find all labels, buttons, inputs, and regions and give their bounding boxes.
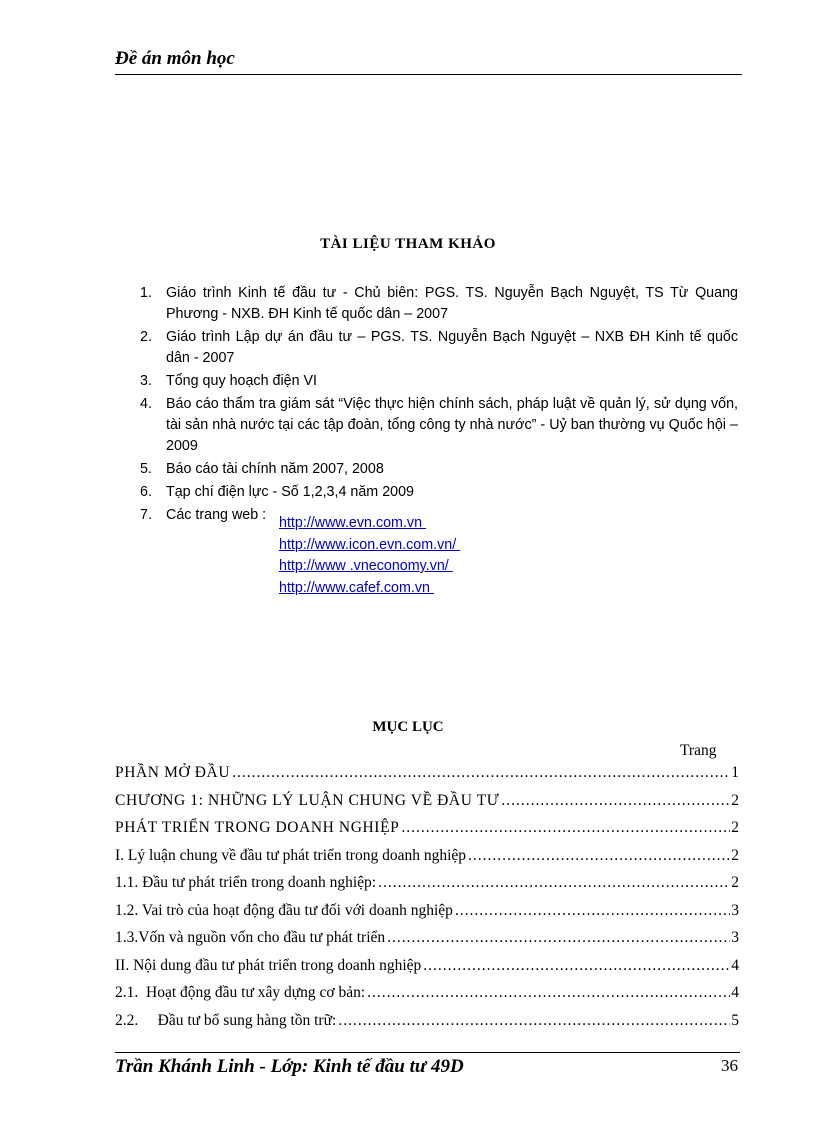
toc-leader-dots [423, 957, 730, 975]
toc-entry-label: 1.3.Vốn và nguồn vốn cho đầu tư phát triển [115, 929, 386, 946]
reference-item [140, 459, 738, 480]
reference-item [140, 327, 738, 369]
toc-leader-dots [387, 929, 730, 947]
toc-entry-label: PHÁT TRIỂN TRONG DOANH NGHIỆP [115, 819, 400, 836]
link-icon-evn[interactable]: http://www.icon.evn.com.vn/ [279, 536, 461, 553]
toc-entry-page: 2 [731, 819, 739, 836]
toc-entry[interactable] [115, 902, 739, 930]
toc-entry-label: 2.2. Đầu tư bổ sung hàng tồn trữ: [115, 1011, 337, 1029]
reference-text: Tạp chí điện lực - Số 1,2,3,4 năm 2009 [166, 484, 414, 500]
toc-entry-label: 1.2. Vai trò của hoạt động đầu tư đối với doanh nghiệp [115, 901, 453, 919]
references-title: TÀI LIỆU THAM KHẢO [320, 236, 496, 252]
link-evn[interactable]: http://www.evn.com.vn [279, 515, 426, 531]
reference-number: 2. [140, 329, 152, 345]
page-header [115, 48, 742, 75]
reference-number: 3. [140, 373, 152, 389]
toc-entry[interactable] [115, 984, 739, 1012]
toc-entry-page: 2 [731, 791, 739, 809]
toc-entry-label: II. Nội dung đầu tư phát triển trong doanh nghiệp [115, 956, 422, 974]
toc-entry[interactable] [115, 764, 739, 792]
toc-entry[interactable] [115, 792, 739, 820]
toc-entry[interactable] [115, 957, 739, 985]
toc-leader-dots [367, 984, 730, 1002]
reference-text: Tổng quy hoạch điện VI [166, 373, 318, 389]
reference-number: 5. [140, 461, 152, 477]
toc-entry-label: PHẦN MỞ ĐẦU [115, 764, 231, 781]
toc-entry[interactable] [115, 874, 739, 902]
reference-item [140, 482, 738, 503]
reference-text: Giáo trình Kinh tế đầu tư - Chủ biên: PGS. TS. Nguyễn Bạch Nguyệt, TS Từ Quang Phương - NXB. ĐH Kinh tế quốc dân – 2007 [166, 285, 738, 322]
header-title: Đề án môn học [115, 48, 235, 69]
toc-entry-label: 2.1. Hoạt động đầu tư xây dựng cơ bản: [115, 984, 366, 1001]
reference-number: 1. [140, 285, 152, 301]
table-of-contents [115, 764, 739, 1039]
reference-item [140, 371, 738, 392]
toc-leader-dots [232, 764, 730, 782]
toc-leader-dots [501, 792, 730, 810]
reference-text: Các trang web : [166, 507, 271, 523]
reference-number: 4. [140, 396, 152, 412]
reference-text: Giáo trình Lập dự án đầu tư – PGS. TS. Nguyễn Bạch Nguyệt – NXB ĐH Kinh tế quốc dân - 2007 [166, 329, 738, 366]
toc-entry-label: I. Lý luận chung về đầu tư phát triển trong doanh nghiệp [115, 846, 467, 864]
toc-entry-label: CHƯƠNG 1: NHỮNG LÝ LUẬN CHUNG VỀ ĐẦU TƯ [115, 791, 500, 809]
toc-entry-page: 4 [731, 956, 739, 974]
toc-entry-page: 4 [731, 984, 739, 1001]
toc-page-header: Trang [680, 742, 717, 759]
toc-entry-page: 5 [731, 1011, 739, 1029]
website-links [279, 513, 460, 599]
toc-leader-dots [401, 819, 730, 837]
reference-item [140, 394, 738, 457]
reference-text: Báo cáo tài chính năm 2007, 2008 [166, 461, 384, 477]
link-cafef[interactable]: http://www.cafef.com.vn [279, 579, 434, 596]
toc-entry-page: 3 [731, 901, 739, 919]
toc-leader-dots [338, 1012, 730, 1030]
toc-entry-page: 2 [731, 874, 739, 891]
toc-entry[interactable] [115, 1012, 739, 1040]
toc-entry[interactable] [115, 847, 739, 875]
toc-entry[interactable] [115, 819, 739, 847]
toc-leader-dots [468, 847, 730, 865]
reference-text: Báo cáo thẩm tra giám sát “Việc thực hiện chính sách, pháp luật về quản lý, sử dụng vốn, tài sản nhà nước tại các tập đoàn, tổng công ty nhà nước” - Uỷ ban thường vụ Quốc hội – 2009 [166, 396, 738, 454]
reference-item [140, 283, 738, 325]
reference-number: 6. [140, 484, 152, 500]
toc-entry[interactable] [115, 929, 739, 957]
toc-entry-page: 2 [731, 846, 739, 864]
footer-author: Trần Khánh Linh - Lớp: Kinh tế đầu tư 49D [115, 1056, 464, 1077]
toc-leader-dots [455, 902, 730, 920]
reference-number: 7. [140, 507, 152, 523]
toc-entry-page: 1 [731, 764, 739, 781]
toc-entry-page: 3 [731, 929, 739, 946]
toc-entry-label: 1.1. Đầu tư phát triển trong doanh nghiệp: [115, 874, 377, 891]
toc-title: MỤC LỤC [372, 719, 444, 735]
page-footer [115, 1052, 740, 1077]
toc-leader-dots [378, 874, 730, 892]
page-number: 36 [721, 1056, 738, 1075]
link-vneconomy[interactable]: http://www .vneconomy.vn/ [279, 558, 453, 574]
references-list [140, 283, 738, 528]
